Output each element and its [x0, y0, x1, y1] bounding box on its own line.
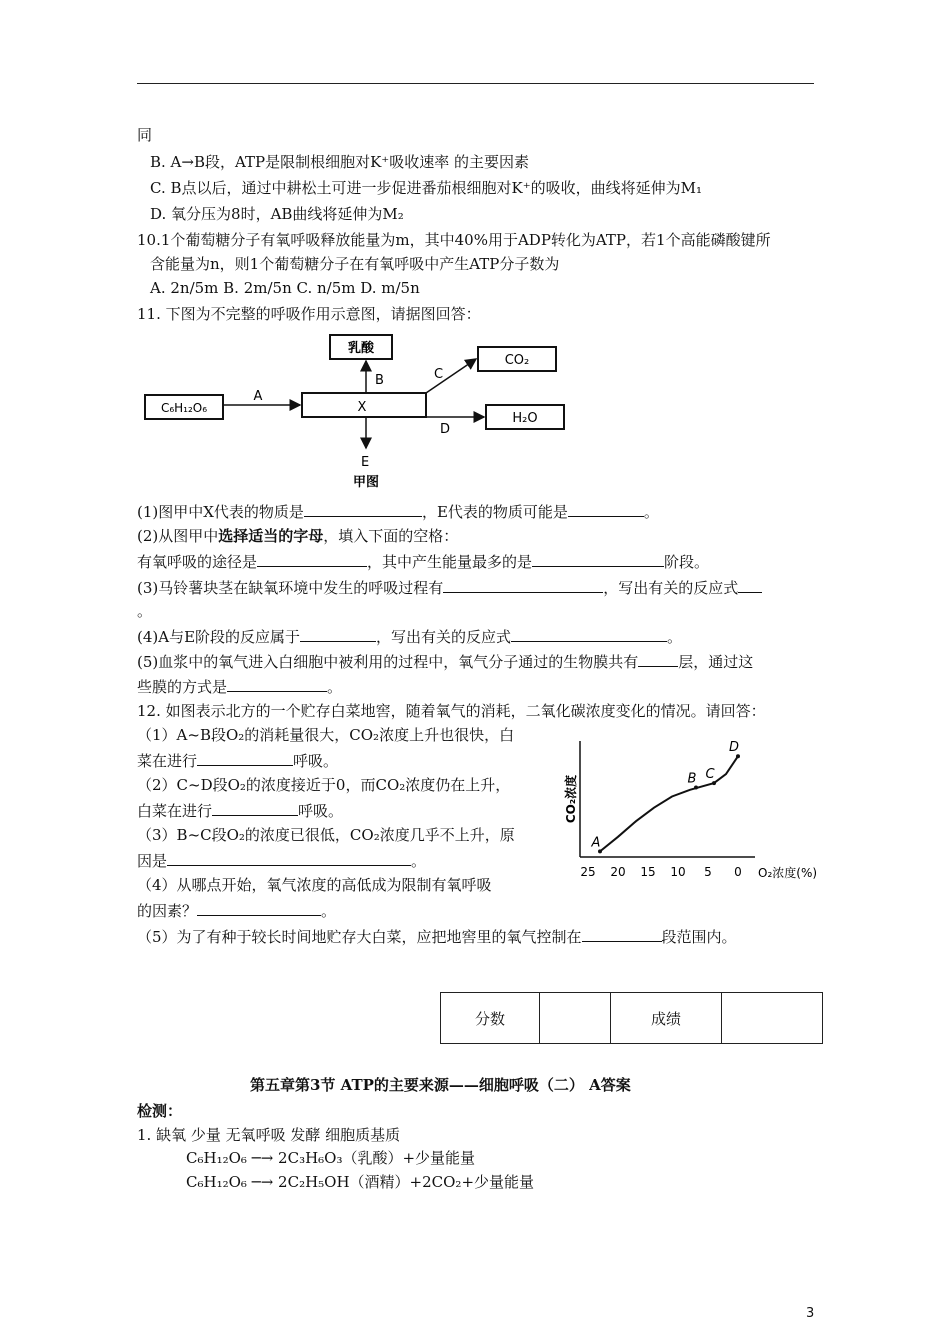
q12-part1: （1）A~B段O₂的消耗量很大，CO₂浓度上升也很快，白 [137, 726, 515, 744]
blank-12-4[interactable] [197, 900, 321, 916]
score-label: 分数 [441, 993, 540, 1044]
q9-option-b: B. A→B段，ATP是限制根细胞对K⁺吸收速率 的主要因素 [150, 153, 529, 171]
h2o-label: H₂O [512, 411, 538, 426]
q11-part2: (2)从图甲中选择适当的字母，填入下面的空格： [137, 527, 459, 545]
q12-title: 12. 如图表示北方的一个贮存白菜地窖，随着氧气的消耗，二氧化碳浓度变化的情况。请回答： [137, 702, 766, 720]
co2-o2-chart [560, 735, 822, 885]
grade-label: 成绩 [611, 993, 722, 1044]
answer-1: 1. 缺氧 少量 无氧呼吸 发酵 细胞质基质 [137, 1126, 401, 1144]
respiration-diagram [140, 330, 600, 495]
q11-part2-line2: 有氧呼吸的途径是 ，其中产生能量最多的是 阶段。 [137, 553, 710, 571]
label-d: D [440, 422, 451, 437]
blank-membrane-count[interactable] [638, 651, 678, 667]
label-a: A [253, 389, 263, 404]
q11-part1: (1)图甲中X代表的物质是 ，E代表的物质可能是 。 [137, 503, 659, 521]
q12-part5: （5）为了有种于较长时间地贮存大白菜，应把地窖里的氧气控制在 段范围内。 [137, 928, 737, 946]
x-tick-25: 25 [580, 865, 596, 879]
co2-label: CO₂ [504, 353, 530, 368]
score-table [440, 992, 823, 1044]
x-tick-5: 5 [704, 865, 712, 879]
blank-aerobic-path[interactable] [257, 551, 367, 567]
answer-1-equation-1: C₆H₁₂O₆ ─→ 2C₃H₆O₃（乳酸）+少量能量 [186, 1149, 476, 1167]
co2-curve [600, 756, 738, 851]
blank-potato-equation[interactable] [738, 577, 762, 593]
blank-x[interactable] [304, 501, 422, 517]
label-b: B [375, 373, 384, 388]
q11-part4: (4)A与E阶段的反应属于 ，写出有关的反应式 。 [137, 628, 683, 646]
blank-ae-equation[interactable] [511, 626, 667, 642]
q12-part4: （4）从哪点开始，氧气浓度的高低成为限制有氧呼吸 [137, 876, 492, 894]
blank-potato-process[interactable] [443, 577, 603, 593]
x-label: X [357, 400, 367, 415]
x-axis-label: O₂浓度(%) [758, 866, 818, 880]
x-tick-0: 0 [734, 865, 742, 879]
glucose-label: C₆H₁₂O₆ [160, 401, 208, 415]
grade-value[interactable] [722, 993, 823, 1044]
diagram-caption: 甲图 [352, 475, 380, 490]
q9-option-d: D. 氧分压为8时，AB曲线将延伸为M₂ [150, 205, 404, 223]
check-label: 检测： [137, 1102, 183, 1120]
x-tick-20: 20 [610, 865, 626, 879]
q11-part3-end: 。 [137, 602, 153, 620]
q12-part4-line2: 的因素？ 。 [137, 902, 337, 920]
point-label-C: C [705, 767, 715, 783]
q11-part5: (5)血浆中的氧气进入白细胞中被利用的过程中，氧气分子通过的生物膜共有 层，通过这 [137, 653, 754, 671]
blank-transport-mode[interactable] [227, 676, 327, 692]
q12-part3: （3）B~C段O₂的浓度已很低，CO₂浓度几乎不上升，原 [137, 826, 515, 844]
lactic-label: 乳酸 [347, 341, 375, 356]
point-label-D: D [728, 740, 740, 756]
x-tick-15: 15 [640, 865, 656, 879]
q10-line2: 含能量为n，则1个葡萄糖分子在有氧呼吸中产生ATP分子数为 [150, 255, 560, 273]
q9-tail: 同 [137, 126, 153, 144]
q12-part3-line2: 因是 。 [137, 852, 427, 870]
q12-part2: （2）C~D段O₂的浓度接近于0，而CO₂浓度仍在上升， [137, 776, 511, 794]
q12-part1-line2: 菜在进行 呼吸。 [137, 752, 339, 770]
q12-part2-line2: 白菜在进行 呼吸。 [137, 802, 344, 820]
q11-part3: (3)马铃薯块茎在缺氧环境中发生的呼吸过程有 ，写出有关的反应式 [137, 577, 762, 598]
blank-12-3[interactable] [167, 850, 411, 866]
q9-option-c: C. B点以后，通过中耕松土可进一步促进番茄根细胞对K⁺的吸收，曲线将延伸为M₁ [150, 179, 703, 197]
point-label-B: B [687, 771, 697, 787]
y-axis-label: CO₂浓度 [564, 774, 578, 824]
answer-1-equation-2: C₆H₁₂O₆ ─→ 2C₂H₅OH（酒精）+2CO₂+少量能量 [186, 1173, 535, 1191]
blank-12-5[interactable] [582, 926, 662, 942]
blank-e[interactable] [568, 501, 644, 517]
x-ticks [580, 865, 741, 879]
blank-12-2[interactable] [212, 800, 298, 816]
page-number: 3 [806, 1306, 815, 1321]
q11-part5-line2: 些膜的方式是 。 [137, 678, 343, 696]
header-rule [137, 83, 814, 84]
label-e: E [361, 455, 370, 470]
blank-most-energy[interactable] [532, 551, 664, 567]
score-value[interactable] [540, 993, 611, 1044]
label-c: C [434, 367, 444, 382]
q10-line1: 10.1个葡萄糖分子有氧呼吸释放能量为m，其中40%用于ADP转化为ATP，若1个高能磷酸键所 [137, 231, 771, 249]
q11-title: 11. 下图为不完整的呼吸作用示意图，请据图回答： [137, 305, 481, 323]
q10-options: A. 2n/5m B. 2m/5n C. n/5m D. m/5n [150, 279, 420, 297]
x-tick-10: 10 [670, 865, 686, 879]
curve-points [591, 740, 740, 853]
point-label-A: A [591, 835, 601, 851]
blank-12-1[interactable] [197, 750, 293, 766]
answer-title: 第五章第3节 ATP的主要来源——细胞呼吸（二） A答案 [250, 1076, 631, 1094]
blank-ae-type[interactable] [300, 626, 376, 642]
